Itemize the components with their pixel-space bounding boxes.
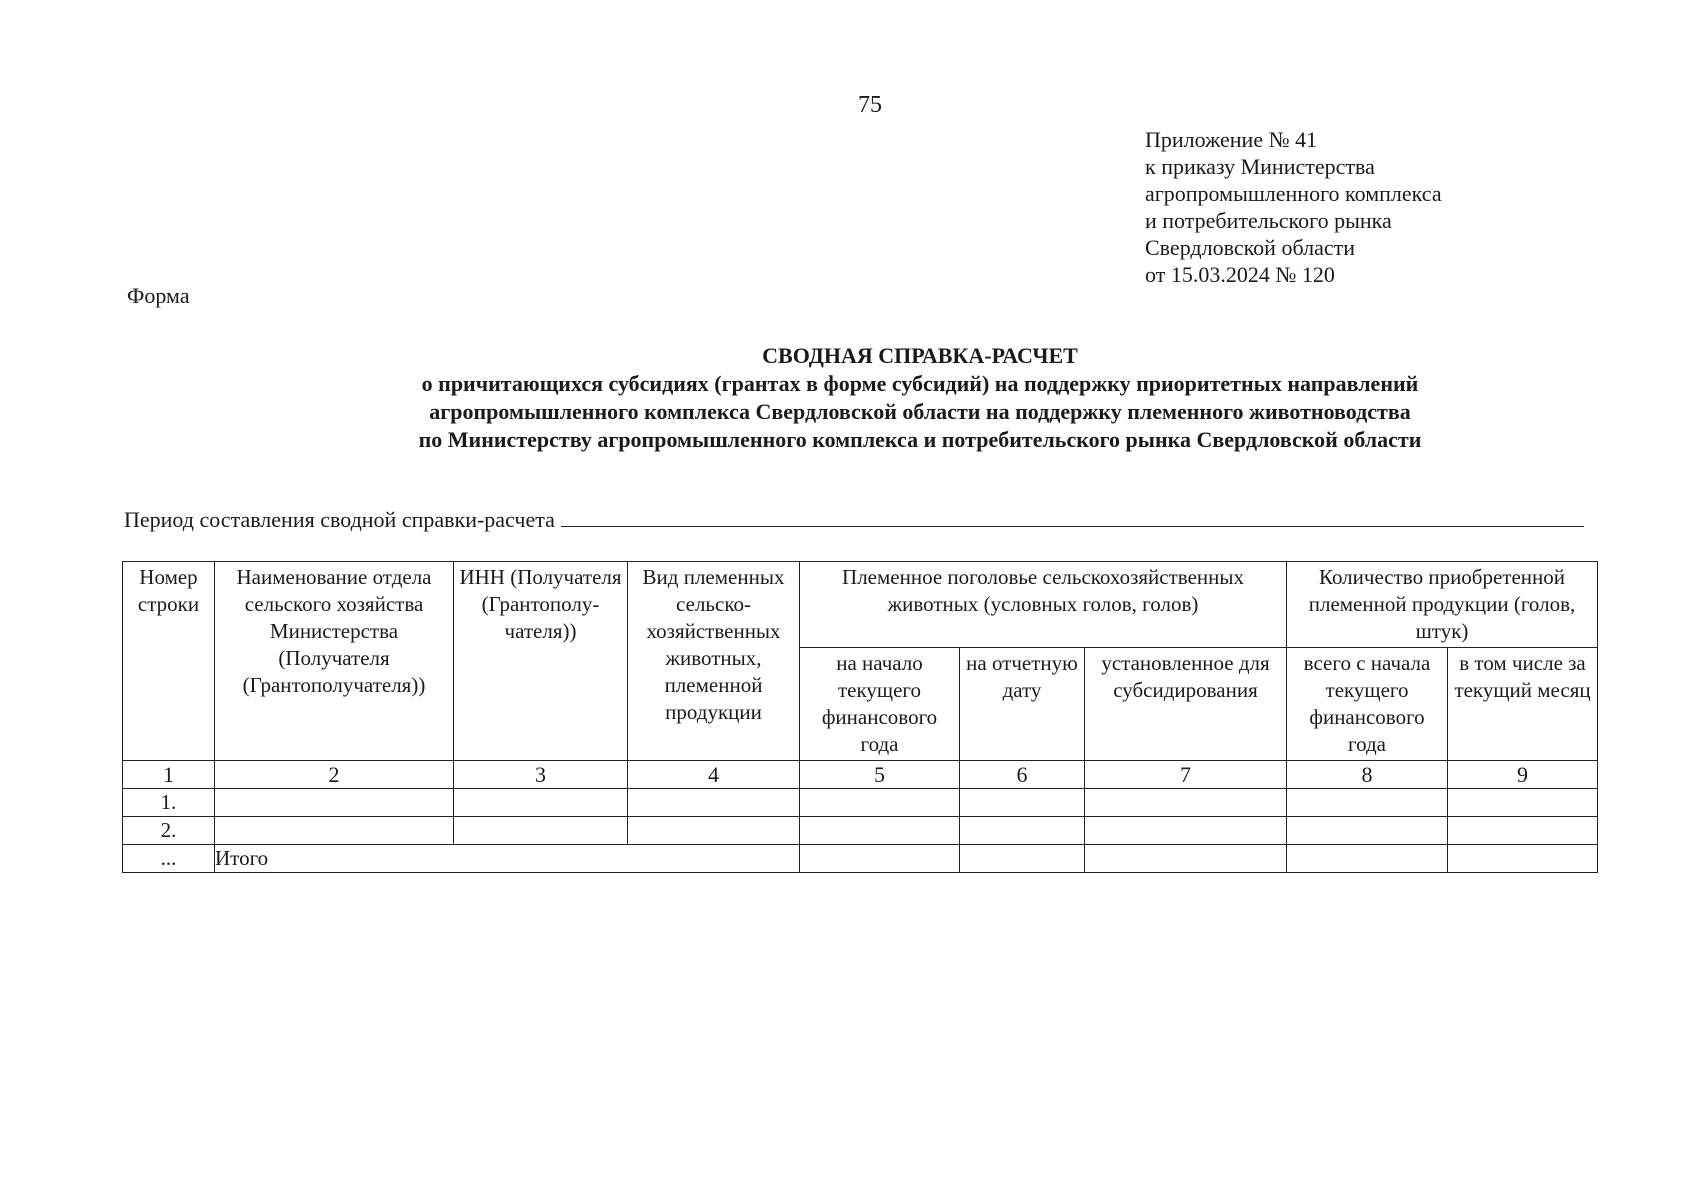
table-cell[interactable]	[454, 789, 628, 817]
page-number: 75	[858, 92, 882, 118]
header-row-number: Номер строки	[123, 562, 215, 761]
table-cell[interactable]	[1085, 845, 1287, 873]
row-number-cell: 1.	[123, 789, 215, 817]
period-label: Период составления сводной справки-расчета	[124, 507, 555, 532]
table-cell[interactable]	[1448, 789, 1598, 817]
column-number: 6	[960, 761, 1085, 789]
table-row	[123, 817, 1598, 845]
table-cell[interactable]	[960, 789, 1085, 817]
header-livestock-report-date: на отчетную дату	[960, 648, 1085, 761]
column-number: 1	[123, 761, 215, 789]
total-row	[123, 845, 1598, 873]
total-label: Итого	[215, 845, 800, 873]
form-label: Форма	[127, 283, 190, 308]
appendix-line: и потребительского рынка	[1145, 208, 1392, 233]
summary-table	[122, 561, 1598, 873]
table-cell[interactable]	[960, 817, 1085, 845]
column-number: 7	[1085, 761, 1287, 789]
table-cell[interactable]	[215, 789, 454, 817]
table-cell[interactable]	[454, 817, 628, 845]
header-product-group: Количество приобретенной племенной продукции (голов, штук)	[1287, 562, 1598, 648]
header-animal-type: Вид племенных сельско-хозяйственных животных, племенной продукции	[628, 562, 800, 761]
header-livestock-group: Племенное поголовье сельскохозяйственных животных (условных голов, голов)	[800, 562, 1287, 648]
table-cell[interactable]	[1287, 789, 1448, 817]
period-blank-line[interactable]	[561, 506, 1584, 527]
table-cell[interactable]	[628, 817, 800, 845]
table-cell[interactable]	[800, 817, 960, 845]
column-number-row	[123, 761, 1598, 789]
row-number-cell: 2.	[123, 817, 215, 845]
appendix-line: от 15.03.2024 № 120	[1145, 262, 1335, 287]
header-livestock-established: установленное для субсидирования	[1085, 648, 1287, 761]
column-number: 5	[800, 761, 960, 789]
table-row	[123, 789, 1598, 817]
table-cell[interactable]	[960, 845, 1085, 873]
header-livestock-start: на начало текущего финансового года	[800, 648, 960, 761]
column-number: 2	[215, 761, 454, 789]
table-cell[interactable]	[1448, 817, 1598, 845]
appendix-line: агропромышленного комплекса	[1145, 181, 1442, 206]
appendix-line: к приказу Министерства	[1145, 154, 1375, 179]
row-number-cell: ...	[123, 845, 215, 873]
title-heading: СВОДНАЯ СПРАВКА-РАСЧЕТ	[762, 343, 1078, 368]
appendix-line: Свердловской области	[1145, 235, 1355, 260]
column-number: 9	[1448, 761, 1598, 789]
period-field	[124, 506, 1584, 533]
header-product-month: в том числе за текущий месяц	[1448, 648, 1598, 761]
appendix-line: Приложение № 41	[1145, 127, 1318, 152]
table-cell[interactable]	[1287, 817, 1448, 845]
column-number: 8	[1287, 761, 1448, 789]
table-cell[interactable]	[1085, 817, 1287, 845]
header-inn: ИНН (Получателя (Грантополу-чателя))	[454, 562, 628, 761]
table-cell[interactable]	[1085, 789, 1287, 817]
table-cell[interactable]	[215, 817, 454, 845]
document-title	[200, 342, 1640, 454]
header-product-total: всего с начала текущего финансового года	[1287, 648, 1448, 761]
title-line: по Министерству агропромышленного комплекса и потребительского рынка Свердловской области	[418, 427, 1422, 452]
column-number: 3	[454, 761, 628, 789]
title-line: агропромышленного комплекса Свердловской области на поддержку племенного животноводства	[429, 399, 1411, 424]
header-department: Наименование отдела сельского хозяйства Министерства (Получателя (Грантополучателя))	[215, 562, 454, 761]
column-number: 4	[628, 761, 800, 789]
appendix-reference	[1145, 126, 1442, 288]
table-cell[interactable]	[800, 789, 960, 817]
table-cell[interactable]	[1448, 845, 1598, 873]
table-cell[interactable]	[1287, 845, 1448, 873]
table-cell[interactable]	[628, 789, 800, 817]
title-line: о причитающихся субсидиях (грантах в форме субсидий) на поддержку приоритетных направлений	[421, 371, 1419, 396]
table-cell[interactable]	[800, 845, 960, 873]
